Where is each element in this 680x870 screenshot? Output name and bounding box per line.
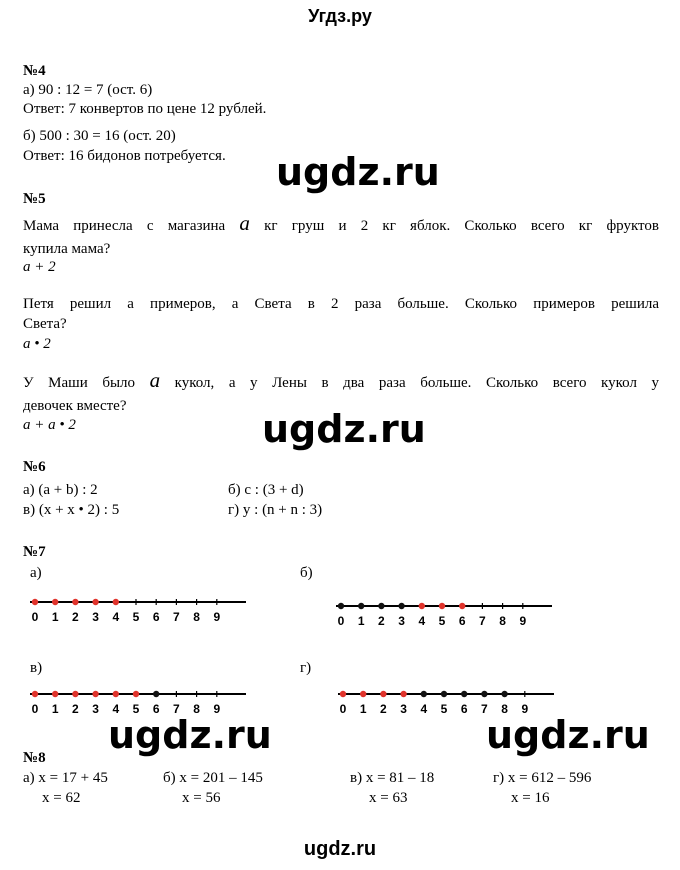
task6-b: б) c : (3 + d) [228, 482, 304, 498]
marked-point [441, 691, 447, 697]
marked-point [360, 691, 366, 697]
marked-point [133, 691, 139, 697]
task5-problem3-line2: девочек вместе? [23, 398, 127, 414]
tick-label: 7 [481, 702, 488, 716]
marked-point [153, 691, 159, 697]
marked-point [421, 691, 427, 697]
number-line-label-b: б) [300, 565, 313, 581]
marked-point [32, 599, 38, 605]
tick-label: 2 [72, 610, 79, 624]
marked-point [113, 691, 119, 697]
tick-label: 8 [193, 610, 200, 624]
tick-label: 3 [400, 702, 407, 716]
tick-label: 4 [420, 702, 428, 716]
watermark: ugdz.ru [262, 407, 426, 451]
task8-c-result: x = 63 [369, 790, 408, 806]
variable-a: а [149, 368, 161, 392]
task4-a-expression: а) 90 : 12 = 7 (ост. 6) [23, 82, 153, 98]
marked-point [72, 691, 78, 697]
number-line-a [30, 596, 255, 631]
task6-a: а) (a + b) : 2 [23, 482, 98, 498]
marked-point [358, 603, 364, 609]
task8-b-result: x = 56 [182, 790, 221, 806]
task7-title: №7 [23, 544, 46, 560]
tick-label: 5 [132, 610, 140, 624]
tick-label: 6 [152, 702, 160, 716]
marked-point [461, 691, 467, 697]
number-line-b [336, 600, 561, 635]
footer-watermark: ugdz.ru [303, 838, 377, 860]
watermark: ugdz.ru [108, 713, 272, 757]
tick-label: 2 [378, 614, 385, 628]
marked-point [400, 691, 406, 697]
number-line-label-a: а) [30, 565, 42, 581]
task6-title: №6 [23, 459, 46, 475]
task5-problem1-line2: купила мама? [23, 241, 111, 257]
task8-title: №8 [23, 750, 46, 766]
tick-label: 3 [92, 610, 99, 624]
marked-point [380, 691, 386, 697]
number-line-label-c: в) [30, 660, 43, 676]
task6-d: г) y : (n + n : 3) [228, 502, 323, 518]
task8-d-result: x = 16 [511, 790, 550, 806]
tick-label: 3 [398, 614, 405, 628]
tick-label: 4 [112, 610, 120, 624]
tick-label: 3 [92, 702, 99, 716]
tick-label: 6 [152, 610, 160, 624]
task8-d-equation: г) x = 612 – 596 [493, 770, 592, 786]
task8-a-equation: а) x = 17 + 45 [23, 770, 108, 786]
variable-a: а [239, 211, 250, 235]
marked-point [378, 603, 384, 609]
tick-label: 0 [31, 610, 39, 624]
tick-label: 5 [132, 702, 140, 716]
tick-label: 5 [440, 702, 448, 716]
tick-label: 0 [31, 702, 39, 716]
tick-label: 6 [460, 702, 468, 716]
tick-label: 5 [438, 614, 446, 628]
tick-label: 1 [357, 614, 365, 628]
task4-b-expression: б) 500 : 30 = 16 (ост. 20) [23, 128, 176, 144]
task6-c: в) (x + x • 2) : 5 [23, 502, 120, 518]
tick-label: 7 [173, 610, 180, 624]
tick-label: 4 [112, 702, 120, 716]
tick-label: 7 [479, 614, 486, 628]
marked-point [501, 691, 507, 697]
tick-label: 9 [521, 702, 529, 716]
tick-label: 4 [418, 614, 426, 628]
marked-point [32, 691, 38, 697]
tick-label: 8 [501, 702, 508, 716]
task5-problem1-expression: a + 2 [23, 259, 56, 275]
task5-problem3-line1: У Маши было а кукол, а у Лены в два раза больше. Сколько всего кукол у [23, 368, 659, 392]
tick-label: 9 [519, 614, 527, 628]
tick-label: 8 [499, 614, 506, 628]
task4-title: №4 [23, 63, 46, 79]
marked-point [419, 603, 425, 609]
task5-problem3-expression: a + a • 2 [23, 417, 76, 433]
watermark: ugdz.ru [276, 150, 440, 194]
task4-a-answer: Ответ: 7 конвертов по цене 12 рублей. [23, 101, 267, 117]
marked-point [113, 599, 119, 605]
task4-b-answer: Ответ: 16 бидонов потребуется. [23, 148, 226, 164]
tick-label: 6 [458, 614, 466, 628]
tick-label: 7 [173, 702, 180, 716]
tick-label: 1 [359, 702, 367, 716]
tick-label: 1 [51, 702, 59, 716]
tick-label: 2 [380, 702, 387, 716]
task5-problem2-expression: a • 2 [23, 336, 51, 352]
number-line-label-d: г) [300, 660, 312, 676]
task5-problem2-line2: Света? [23, 316, 67, 332]
marked-point [92, 599, 98, 605]
marked-point [439, 603, 445, 609]
marked-point [459, 603, 465, 609]
tick-label: 2 [72, 702, 79, 716]
site-title: Угдз.ру [308, 6, 372, 26]
task8-c-equation: в) x = 81 – 18 [350, 770, 435, 786]
marked-point [52, 691, 58, 697]
tick-label: 9 [213, 702, 221, 716]
task5-problem1-line1: Мама принесла с магазина а кг груш и 2 кг яблок. Сколько всего кг фруктов [23, 211, 659, 235]
marked-point [92, 691, 98, 697]
task5-title: №5 [23, 191, 46, 207]
task8-a-result: x = 62 [42, 790, 81, 806]
task8-b-equation: б) x = 201 – 145 [163, 770, 263, 786]
tick-label: 9 [213, 610, 221, 624]
marked-point [481, 691, 487, 697]
tick-label: 0 [339, 702, 347, 716]
tick-label: 8 [193, 702, 200, 716]
task5-problem2-line1: Петя решил а примеров, а Света в 2 раза больше. Сколько примеров решила [23, 296, 659, 312]
marked-point [398, 603, 404, 609]
tick-label: 1 [51, 610, 59, 624]
marked-point [340, 691, 346, 697]
tick-label: 0 [337, 614, 345, 628]
watermark: ugdz.ru [486, 713, 650, 757]
marked-point [52, 599, 58, 605]
marked-point [72, 599, 78, 605]
marked-point [338, 603, 344, 609]
